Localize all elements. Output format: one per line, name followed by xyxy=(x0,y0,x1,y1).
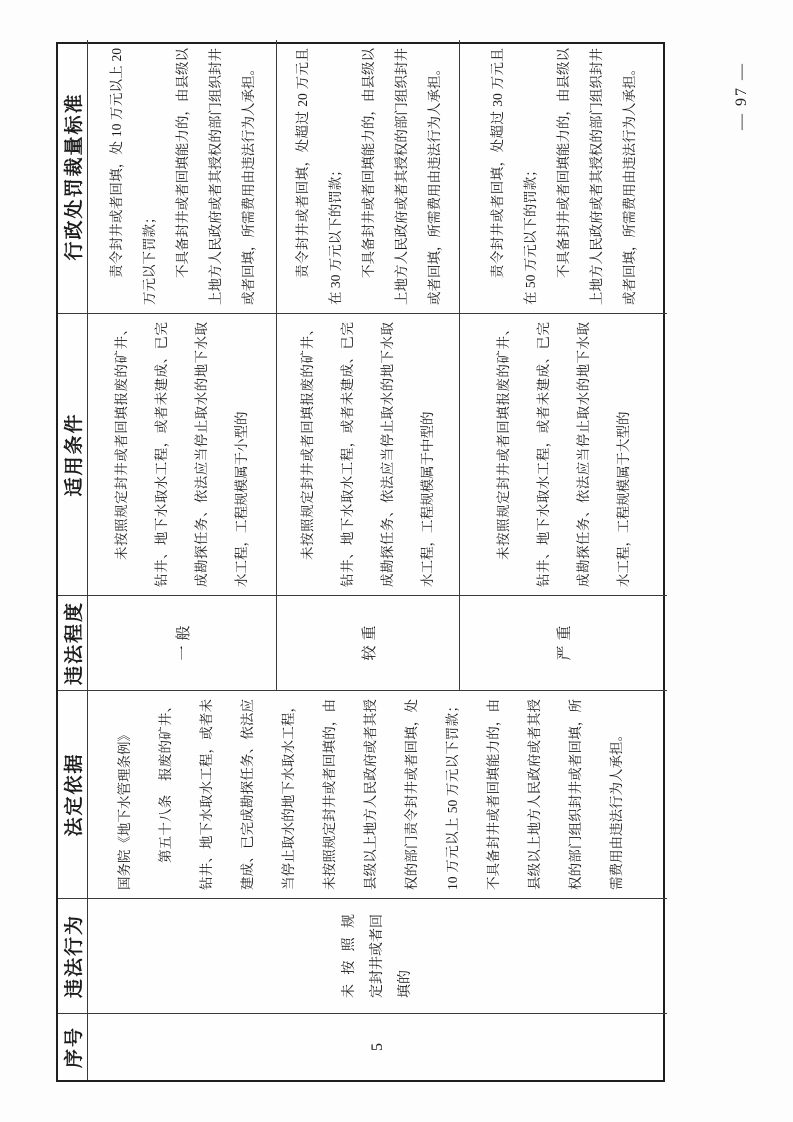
header-legal-basis: 法定依据 xyxy=(58,690,88,898)
condition-serious-text: 未按照规定封井或者回填报废的矿井、钻井、地下水取水工程，或者未建成、已完成勘探任务、依法应当停止取水的地下水取水工程，工程规模属于中型的 xyxy=(300,322,435,587)
cell-penalty-serious xyxy=(277,40,460,313)
penalty-severe-p2: 不具备封井或者回填能力的，由县级以上地方人民政府或者其授权的部门组织封井或者回填，所需费用由违法行为人承担。 xyxy=(556,48,637,305)
illegal-act-line-3: 填的 xyxy=(397,970,413,998)
cell-serial-number: 5 xyxy=(88,1013,667,1080)
header-violation-degree: 违法程度 xyxy=(58,595,88,690)
illegal-act-line-2: 定封井或者回 xyxy=(369,914,385,998)
header-penalty-standard: 行政处罚裁量标准 xyxy=(58,40,88,313)
illegal-act-text xyxy=(336,914,420,998)
cell-condition-serious xyxy=(277,313,460,595)
cell-penalty-general xyxy=(88,40,277,313)
illegal-act-line-1: 未按照规 xyxy=(341,914,357,998)
cell-degree-general: 一般 xyxy=(88,595,277,690)
cell-degree-serious: 较重 xyxy=(277,595,460,690)
page-number: — 97 — xyxy=(733,62,750,130)
penalty-severe-p1: 责令封井或者回填，处超过 30 万元且在 50 万元以下的罚款； xyxy=(490,48,538,305)
penalty-serious-p2: 不具备封井或者回填能力的，由县级以上地方人民政府或者其授权的部门组织封井或者回填，所需费用由违法行为人承担。 xyxy=(360,48,442,305)
penalty-general-p1: 责令封井或者回填，处 10 万元以上 20 万元以下罚款； xyxy=(108,48,157,305)
condition-severe-text: 未按照规定封井或者回填报废的矿井、钻井、地下水取水工程，或者未建成、已完成勘探任务、依法应当停止取水的地下水取水工程，工程规模属于大型的 xyxy=(495,322,631,587)
header-applicable-condition: 适用条件 xyxy=(58,313,88,595)
cell-degree-severe: 严重 xyxy=(460,595,667,690)
condition-general-text: 未按照规定封井或者回填报废的矿井、钻井、地下水取水工程，或者未建成、已完成勘探任务、依法应当停止取水的地下水取水工程，工程规模属于小型的 xyxy=(114,322,249,587)
legal-basis-title: 国务院《地下水管理条例》 xyxy=(117,728,132,890)
legal-basis-body: 第五十八条 报废的矿井、钻井、地下水取水工程，或者未建成、已完成勘探任务、依法应当停止取水的地下水取水工程，未按照规定封井或者回填的，由县级以上地方人民政府或者其授权的部门责令封井或者回填，处 10 万元以上 50 万元以下罚款；不具备封井或者回填能力的，由县级以上地方人民政府或者其授权的部门组织封井或者回填，所需费用由违法行为人承担。 xyxy=(158,699,624,890)
header-illegal-act: 违法行为 xyxy=(58,898,88,1013)
penalty-serious-p1: 责令封井或者回填，处超过 20 万元且在 30 万元以下的罚款； xyxy=(294,48,343,305)
penalty-general-p2: 不具备封井或者回填能力的，由县级以上地方人民政府或者其授权的部门组织封井或者回填，所需费用由违法行为人承担。 xyxy=(174,48,256,305)
cell-illegal-act xyxy=(88,898,667,1013)
header-serial: 序号 xyxy=(58,1013,88,1080)
cell-condition-general xyxy=(88,313,277,595)
penalty-discretion-table xyxy=(56,42,665,1082)
cell-penalty-severe xyxy=(460,40,667,313)
cell-legal-basis xyxy=(88,690,667,898)
cell-condition-severe xyxy=(460,313,667,595)
